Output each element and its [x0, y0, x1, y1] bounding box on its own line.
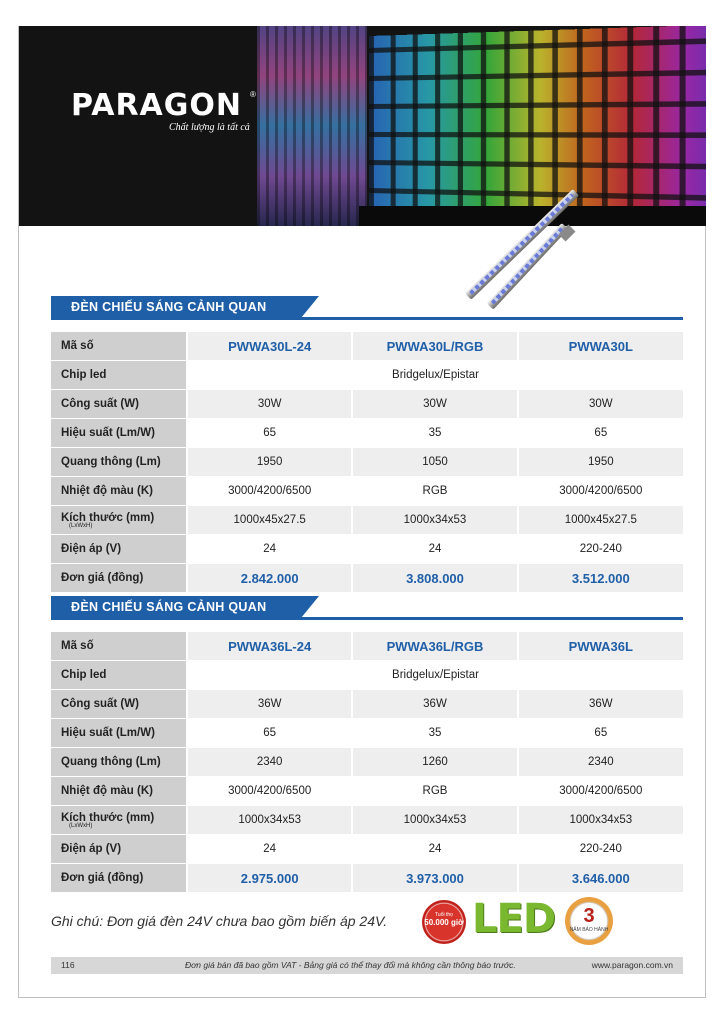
warranty-years: 3 — [583, 905, 595, 927]
table-cell: 35 — [352, 419, 517, 448]
table-row — [51, 806, 683, 835]
chip-led-value: Bridgelux/Epistar — [187, 361, 683, 390]
table-row — [51, 477, 683, 506]
price-cell: 3.512.000 — [518, 564, 683, 593]
row-sublabel: (LxWxH) — [69, 522, 93, 529]
table-row — [51, 448, 683, 477]
table-cell: 30W — [518, 390, 683, 419]
table-cell: 2340 — [187, 748, 352, 777]
section-title: ĐÈN CHIẾU SÁNG CẢNH QUAN — [51, 296, 301, 318]
table-cell: 24 — [352, 835, 517, 864]
table-row — [51, 719, 683, 748]
price-cell: 2.975.000 — [187, 864, 352, 893]
section-rule — [51, 317, 683, 320]
table-cell: 65 — [187, 419, 352, 448]
row-label: Hiệu suất (Lm/W) — [51, 419, 187, 448]
table-row — [51, 661, 683, 690]
row-label: Điện áp (V) — [51, 535, 187, 564]
row-label — [51, 806, 187, 835]
warranty-text: NĂM BẢO HÀNH — [569, 927, 609, 933]
table-row — [51, 864, 683, 893]
seal-value: 50.000 giờ — [424, 918, 464, 927]
row-label: Mã số — [51, 332, 187, 361]
footer-disclaimer: Đơn giá bán đã bao gồm VAT - Bảng giá có thể thay đổi mà không cần thông báo trước. — [185, 960, 516, 970]
row-label: Hiệu suất (Lm/W) — [51, 719, 187, 748]
warranty-badge — [565, 897, 613, 945]
model-code: PWWA36L — [518, 632, 683, 661]
lit-tower-image — [257, 26, 367, 226]
row-label: Công suất (W) — [51, 690, 187, 719]
model-code: PWWA36L/RGB — [352, 632, 517, 661]
table-cell: 3000/4200/6500 — [187, 777, 352, 806]
table-row — [51, 748, 683, 777]
price-cell: 3.808.000 — [352, 564, 517, 593]
price-cell: 3.646.000 — [518, 864, 683, 893]
row-label-text: Kích thước (mm) — [61, 811, 155, 824]
table-cell: 65 — [518, 419, 683, 448]
chip-led-value: Bridgelux/Epistar — [187, 661, 683, 690]
table-cell: 220-240 — [518, 535, 683, 564]
table-cell: 36W — [518, 690, 683, 719]
price-cell: 3.973.000 — [352, 864, 517, 893]
lifetime-seal-badge — [422, 900, 466, 944]
brand-logo: PARAGON — [71, 88, 243, 123]
table-cell: 30W — [187, 390, 352, 419]
section-rule — [51, 617, 683, 620]
table-cell: 3000/4200/6500 — [518, 777, 683, 806]
row-label: Chip led — [51, 661, 187, 690]
row-label: Nhiệt độ màu (K) — [51, 477, 187, 506]
row-label — [51, 506, 187, 535]
table-cell: 1000x45x27.5 — [518, 506, 683, 535]
row-label: Quang thông (Lm) — [51, 448, 187, 477]
table-cell: 1000x34x53 — [352, 506, 517, 535]
table-cell: 1000x34x53 — [352, 806, 517, 835]
row-label: Nhiệt độ màu (K) — [51, 777, 187, 806]
row-label: Chip led — [51, 361, 187, 390]
facade-base — [359, 206, 706, 226]
model-code: PWWA30L-24 — [187, 332, 352, 361]
table-cell: 36W — [352, 690, 517, 719]
brand-tagline: Chất lượng là tất cả — [169, 122, 250, 133]
led-logo: LED — [472, 896, 556, 942]
table-row — [51, 419, 683, 448]
table-row — [51, 506, 683, 535]
table-cell: 2340 — [518, 748, 683, 777]
table-row — [51, 632, 683, 661]
table-cell: 24 — [187, 535, 352, 564]
seal-caption: Tuổi thọ — [435, 912, 453, 918]
table-cell: 24 — [352, 535, 517, 564]
table-row — [51, 564, 683, 593]
row-sublabel: (LxWxH) — [69, 822, 93, 829]
row-label: Đơn giá (đồng) — [51, 864, 187, 893]
row-label: Điện áp (V) — [51, 835, 187, 864]
table-row — [51, 690, 683, 719]
registered-mark: ® — [250, 90, 256, 99]
price-cell: 2.842.000 — [187, 564, 352, 593]
table-row — [51, 835, 683, 864]
row-label: Công suất (W) — [51, 390, 187, 419]
table-cell: 1950 — [187, 448, 352, 477]
table-cell: 220-240 — [518, 835, 683, 864]
table-cell: 35 — [352, 719, 517, 748]
model-code: PWWA30L — [518, 332, 683, 361]
table-cell: 24 — [187, 835, 352, 864]
table-cell: 3000/4200/6500 — [187, 477, 352, 506]
page-number: 116 — [61, 960, 75, 970]
row-label: Đơn giá (đồng) — [51, 564, 187, 593]
row-label: Mã số — [51, 632, 187, 661]
table-cell: 65 — [187, 719, 352, 748]
table-cell: 1000x34x53 — [518, 806, 683, 835]
table-cell: 1950 — [518, 448, 683, 477]
table-cell: 30W — [352, 390, 517, 419]
hero-banner — [19, 26, 706, 226]
table-cell: 65 — [518, 719, 683, 748]
table-cell: 1050 — [352, 448, 517, 477]
table-row — [51, 535, 683, 564]
section-header-2 — [51, 596, 683, 620]
section-header-1 — [51, 296, 683, 320]
row-label: Quang thông (Lm) — [51, 748, 187, 777]
colored-facade-image — [369, 26, 706, 226]
table-row — [51, 332, 683, 361]
table-row — [51, 777, 683, 806]
table-row — [51, 390, 683, 419]
table-cell: 1000x45x27.5 — [187, 506, 352, 535]
footer-bar — [51, 957, 683, 974]
table-cell: 3000/4200/6500 — [518, 477, 683, 506]
table-cell: RGB — [352, 477, 517, 506]
model-code: PWWA30L/RGB — [352, 332, 517, 361]
section-title: ĐÈN CHIẾU SÁNG CẢNH QUAN — [51, 596, 301, 618]
model-code: PWWA36L-24 — [187, 632, 352, 661]
table-row — [51, 361, 683, 390]
table-cell: 36W — [187, 690, 352, 719]
spec-table-1 — [51, 332, 683, 593]
price-note: Ghi chú: Đơn giá đèn 24V chưa bao gồm biến áp 24V. — [51, 913, 388, 929]
table-cell: 1000x34x53 — [187, 806, 352, 835]
spec-table-2 — [51, 632, 683, 893]
table-cell: RGB — [352, 777, 517, 806]
table-cell: 1260 — [352, 748, 517, 777]
footer-website-link[interactable]: www.paragon.com.vn — [591, 960, 673, 970]
row-label-text: Kích thước (mm) — [61, 511, 155, 524]
